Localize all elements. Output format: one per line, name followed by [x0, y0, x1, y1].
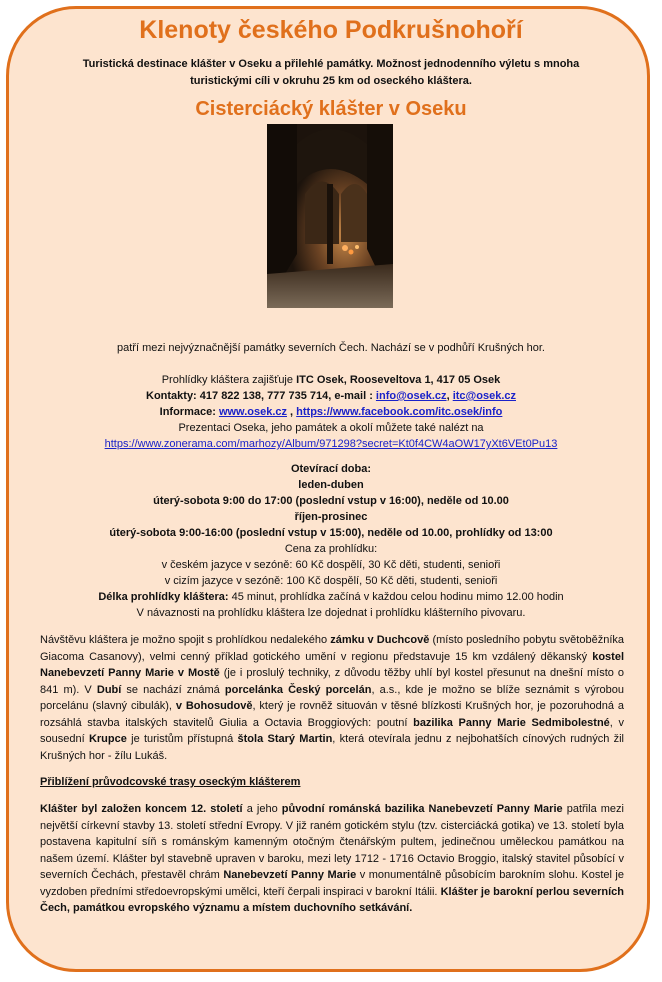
- intro-text: [70, 56, 592, 90]
- porcelain-factory: porcelánka Český porcelán: [224, 683, 372, 696]
- facebook-link[interactable]: https://www.facebook.com/itc.osek/info: [296, 406, 503, 418]
- email-itc-link[interactable]: itc@osek.cz: [452, 390, 516, 402]
- brewery-note: V návaznosti na prohlídku kláštera lze dojednat i prohlídku klášterního pivovaru.: [136, 607, 526, 619]
- contact-line-2: Kontakty: 417 822 138, 777 735 714, e-mail : info@osek.cz, itc@osek.cz: [146, 390, 516, 402]
- history-paragraph: Klášter byl založen koncem 12. století a jeho původní románská bazilika Nanebevzetí Panny Marie patřila mezi největší církevní stavby 13. století střední Evropy. V již raném gotickém stylu (tzv. cisterciácká gotika) ve 13. století byla postavena kapitulní síň s románským kamenným otočným čtenářským pultem, jedinečnou uměleckou památkou na našem území. Klášter byl stavebně upraven v baroku, mezi lety 1712 - 1716 Octavio Broggio, italský stavitel působící v severních Čechách, přestavěl chrám Nanebevzetí Panny Marie v monumentálně působícím barokním slohu. Kostel je vyzdoben předními středoevropskými umělci, kteří čerpali inspiraci v barokní Itálii. Klášter je barokní perlou severních Čech, památkou evropského významu a místem duchovního setkávání.: [40, 803, 625, 914]
- intro-line-1: Turistická destinace klášter v Oseku a přilehlé památky. Možnost jednodenního výletu s mnoha: [82, 58, 580, 70]
- season-2-label: říjen-prosinec: [294, 511, 368, 523]
- tour-duration: Délka prohlídky kláštera: 45 minut, prohlídka začíná v každou celou hodinu mimo 12.00 hodin: [98, 591, 564, 603]
- opening-hours: [20, 461, 642, 621]
- most-church: kostel Nanebevzetí Panny Marie v Mostě: [40, 650, 624, 679]
- visit-paragraph: Návštěvu kláštera je možno spojit s prohlídkou nedalekého zámku v Duchcově (místo posledního pobytu světoběžníka Giacoma Casanovy), velmi cenný příklad gotického umění v regionu představuje 15 km vzdálený děkanský kostel Nanebevzetí Panny Marie v Mostě (je i proslulý techniky, z důvodu těžby uhlí byl kostel přesunut na dnešní místo o 841 m). V Dubí se nachází známá porcelánka Český porcelán, a.s., kde je možno se blíže seznámit s výrobou porcelánu (slavný cibulák), v Bohosudově, který je rovněž situován v těsné blízkosti Krušných hor, je pozoruhodná a rozsáhlá stavba italských stavitelů Giulia a Octavia Broggiových: poutní bazilika Panny Marie Sedmibolestné, v sousední Krupce je turistům přístupná štola Starý Martin, která otevírala jednu z nejbohatších cínových rudných žil Krušných hor - žílu Lukáš.: [40, 634, 625, 762]
- duchcov-castle: zámku v Duchcově: [330, 634, 430, 646]
- hours-heading: Otevírací doba:: [290, 463, 372, 475]
- description: [20, 340, 642, 356]
- contact-line-3: Informace: www.osek.cz , https://www.facebook.com/itc.osek/info: [159, 406, 503, 418]
- price-heading: Cena za prohlídku:: [284, 543, 378, 555]
- contact-line-5: [20, 436, 642, 452]
- tour-section-heading: Přiblížení průvodcovské trasy oseckým klášterem: [40, 776, 301, 788]
- mine-name: štola Starý Martin: [237, 733, 333, 745]
- description-text: patří mezi nejvýznačnější památky severních Čech. Nachází se v podhůří Krušných hor.: [117, 342, 545, 354]
- monastery-photo: [267, 124, 393, 308]
- monastery-title: Cisterciácký klášter v Oseku: [195, 98, 467, 120]
- price-czech: v českém jazyce v sezóně: 60 Kč dospělí, 30 Kč děti, studenti, senioři: [161, 559, 501, 571]
- season-2-hours: úterý-sobota 9:00-16:00 (poslední vstup v 15:00), neděle od 10.00, prohlídky od 13:00: [109, 527, 553, 539]
- season-1-label: leden-duben: [298, 479, 364, 491]
- krupka-town: Krupce: [88, 733, 127, 745]
- price-foreign: v cizím jazyce v sezóně: 100 Kč dospělí, 50 Kč děti, studenti, senioři: [164, 575, 498, 587]
- contact-line-1: Prohlídky kláštera zajišťuje ITC Osek, Rooseveltova 1, 417 05 Osek: [161, 374, 501, 386]
- zonerama-link[interactable]: https://www.zonerama.com/marhozy/Album/971298?secret=Kt0f4CW4aOW17yXt6VEt0Pu13: [104, 438, 558, 450]
- email-info-link[interactable]: info@osek.cz: [375, 390, 447, 402]
- contact-line-4: Prezentaci Oseka, jeho památek a okolí můžete také nalézt na: [178, 422, 484, 434]
- intro-line-2: turistickými cíli v okruhu 25 km od oseckého kláštera.: [190, 75, 472, 87]
- bohosudov-town: v Bohosudově: [175, 700, 253, 712]
- dubi-town: Dubí: [96, 683, 122, 696]
- page-title: Klenoty českého Podkrušnohoří: [139, 16, 523, 44]
- contact-block: [20, 372, 642, 452]
- web-osek-link[interactable]: www.osek.cz: [218, 406, 287, 418]
- season-1-hours: úterý-sobota 9:00 do 17:00 (poslední vstup v 16:00), neděle od 10.00: [153, 495, 509, 507]
- basilica-name: bazilika Panny Marie Sedmibolestné: [413, 716, 610, 729]
- itc-address: ITC Osek, Rooseveltova 1, 417 05 Osek: [296, 374, 501, 386]
